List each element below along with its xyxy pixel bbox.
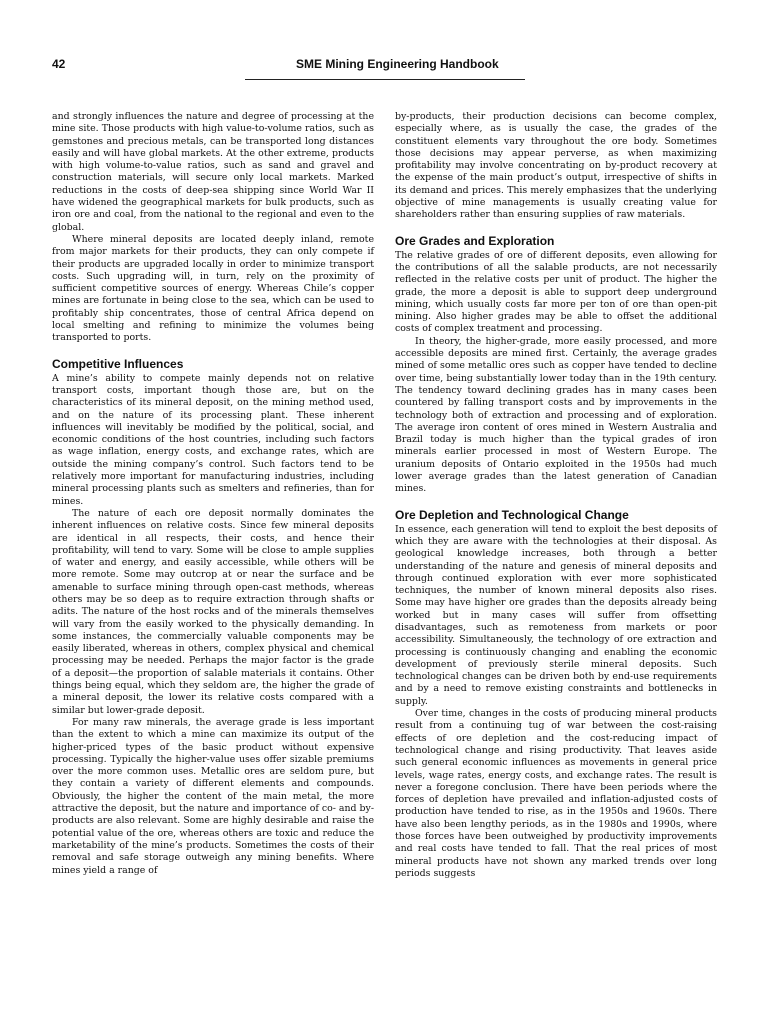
paragraph: Where mineral deposits are located deeply inland, remote from major markets for their products, they can only compete if their products are upgraded locally in order to minimize transport costs. Such upgrading will, in turn, rely on the proximity of sufficient competitive sources of energy. Whereas Chile’s copper mines are fortunate in being close to the sea, which can be used to profitably ship concentrates, those of central Africa depend on local smelting and refining to minimize the volumes being transported to ports. bbox=[52, 233, 374, 344]
section-heading: Competitive Influences bbox=[52, 356, 184, 371]
paragraph: by-products, their production decisions can become complex, especially where, as is usually the case, the grades of the constituent elements vary throughout the ore body. Sometimes those decisions may appear perverse, as when maximizing profitability may involve concentrating on by-product recovery at the expense of the main product’s output, irrespective of shifts in its demand and prices. This merely emphasizes that the underlying objective of mine managements is usually creating value for shareholders rather than ensuring supplies of raw materials. bbox=[395, 111, 717, 221]
paragraph: A mine’s ability to compete mainly depends not on relative transport costs, important though those are, but on the characteristics of its mineral deposit, on the mining method used, and on the nature of its processing plant. These inherent influences will inevitably be modified by the political, social, and economic conditions of the host countries, including such factors as wage inflation, energy costs, and exchange rates, which are outside the mining company’s control. Such factors tend to be relatively more important for manufacturing industries, including mineral processing plants such as smelters and refineries, than for mines. bbox=[52, 372, 374, 507]
running-title: SME Mining Engineering Handbook bbox=[296, 57, 499, 71]
paragraph: The nature of each ore deposit normally dominates the inherent influences on relative costs. Since few mineral deposits are identical in all respects, their costs, and hence their profitability, will tend to vary. Some will be close to ample supplies of water and energy, and easily accessible, while others will be more remote. Some may outcrop at or near the surface and be amenable to surface mining through open-cast methods, whereas others may be so deep as to require extraction through shafts or adits. The nature of the host rocks and of the minerals themselves will vary from the easily worked to the physically demanding. In some instances, the commercially valuable components may be easily liberated, whereas in others, complex physical and chemical processing may be needed. Perhaps the major factor is the grade of a deposit—the proportion of salable materials it contains. Other things being equal, which they seldom are, the higher the grade of a mineral deposit, the lower its relative costs compared with a similar but lower-grade deposit. bbox=[52, 507, 374, 716]
paragraph: In essence, each generation will tend to exploit the best deposits of which they are aware with the technologies at their disposal. As geological knowledge increases, both through a better understanding of the nature and genesis of mineral deposits and through continued exploration with ever more sophisticated techniques, the number of known mineral deposits also rises. Some may have higher ore grades than the deposits already being worked but in many cases will suffer from offsetting disadvantages, such as remoteness from markets or poor accessibility. Simultaneously, the technology of ore extraction and processing is continuously changing and enabling the economic development of previously sterile mineral deposits. Such technological changes can be driven both by end-use requirements and by a need to remove existing constraints and bottlenecks in supply. bbox=[395, 523, 717, 707]
left-column bbox=[52, 111, 374, 877]
paragraph: In theory, the higher-grade, more easily processed, and more accessible deposits are mined first. Certainly, the average grades mined of some metallic ores such as copper have tended to decline over time, being substantially lower today than in the 19th century. The tendency toward declining grades has in many cases been countered by falling transport costs and by improvements in the technology both of extraction and processing and of exploration. The average iron content of ores mined in Western Australia and Brazil today is much higher than the typical grades of iron minerals earlier processed in most of Western Europe. The uranium deposits of Ontario exploited in the 1950s had much lower average grades than the latest generation of Canadian mines. bbox=[395, 335, 717, 495]
paragraph: Over time, changes in the costs of producing mineral products result from a continuing tug of war between the cost-raising effects of ore depletion and the cost-reducing impact of technological change and rising productivity. That leaves aside such general economic influences as movements in general price levels, wage rates, energy costs, and exchange rates. The result is never a foregone conclusion. There have been periods where the forces of depletion have prevailed and inflation-adjusted costs of production have tended to rise, as in the 1950s and 1960s. There have also been lengthy periods, as in the 1980s and 1990s, where those forces have been outweighed by productivity improvements and real costs have tended to fall. That the real prices of most mineral products have not shown any marked trends over long periods suggests bbox=[395, 708, 717, 879]
paragraph: and strongly influences the nature and degree of processing at the mine site. Those products with high value-to-volume ratios, such as gemstones and precious metals, can be transported long distances easily and will have global markets. At the other extreme, products with high volume-to-value ratios, such as sand and gravel and construction materials, will secure only local markets. Marked reductions in the costs of deep-sea shipping since World War II have widened the geographical markets for bulk products, such as iron ore and coal, from the national to the regional and even to the global. bbox=[52, 111, 374, 233]
paragraph: The relative grades of ore of different deposits, even allowing for the contributions of all the salable products, are not necessarily reflected in the relative costs per unit of product. The higher the grade, the more a deposit is able to support deep underground mining, which usually costs far more per ton of ore than open-pit mining. Also higher grades may be able to offset the additional costs of complex treatment and processing. bbox=[395, 249, 717, 335]
page-number: 42 bbox=[52, 57, 66, 71]
right-column bbox=[395, 111, 717, 880]
section-heading: Ore Depletion and Technological Change bbox=[395, 507, 629, 522]
header-rule bbox=[245, 79, 525, 80]
paragraph: For many raw minerals, the average grade is less important than the extent to which a mine can maximize its output of the higher-priced types of the basic product without expensive processing. Typically the higher-value uses offer sizable premiums over the more common uses. Metallic ores are seldom pure, but they contain a variety of different elements and compounds. Obviously, the higher the content of the main metal, the more attractive the deposit, but the nature and importance of co- and by-products are also relevant. Some are highly desirable and raise the potential value of the ore, whereas others are toxic and reduce the marketability of the mine’s products. Sometimes the costs of their removal and safe storage outweigh any mining benefits. Where mines yield a range of bbox=[52, 716, 374, 876]
section-heading: Ore Grades and Exploration bbox=[395, 233, 555, 248]
